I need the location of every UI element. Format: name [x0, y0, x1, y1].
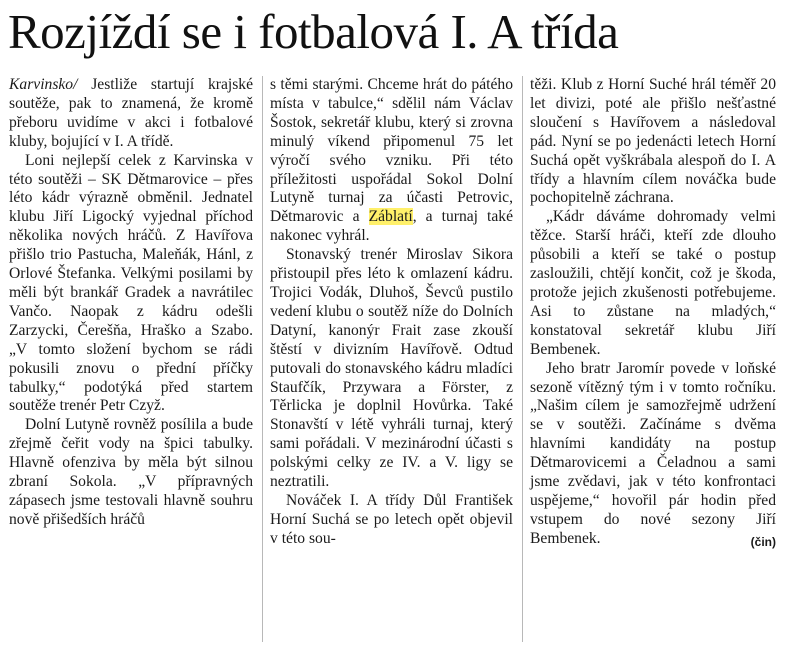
highlighted-text: Záblatí — [368, 208, 413, 226]
article-column-1 — [9, 76, 253, 530]
paragraph — [9, 76, 253, 152]
dateline: Karvinsko/ — [9, 76, 78, 93]
article-column-3 — [530, 76, 776, 552]
paragraph: Loni nejlepší celek z Karvinska v této soutěži – SK Dětmarovice – přes léto kádr výrazně obměnil. Jednatel klubu Jiří Ligocký vyjednal příchod několika nových hráčů. Z Havířova přišlo trio Pastucha, Maleňák, Hánl, z Orlové Štefanka. Velkými posilami by měli být brankář Gradek a navrátilec Vančo. Naopak z kádru odešli Zarzycki, Čerešňa, Hraško a Szabo. „V tomto složení bychom se rádi pokusili znovu o přední příčky tabulky,“ podotýká před startem soutěže trenér Petr Czyž. — [9, 151, 253, 415]
paragraph-text: Jestliže startují krajské soutěže, pak to znamená, že kromě přeboru uvidíme v akci i fotbalové kluby, bojující v I. A třídě. — [9, 76, 253, 150]
paragraph: „Kádr dáváme dohromady velmi těžce. Starší hráči, kteří zde dlouho působili a kteří se také o postup zasloužili, chtějí končit, což je škoda, protože jejich zkušenosti potřebujeme. Asi to zůstane na mladých,“ konstatoval sekretář klubu Jiří Bembenek. — [530, 208, 776, 358]
author-signature: (čin) — [750, 534, 776, 549]
paragraph-text: Jeho bratr Jaromír povede v loňské sezoně vítězný tým i v tomto ročníku. „Našim cílem je samozřejmě udržení se v soutěži. Začínáme s dvěma hlavními kandidáty na postup Dětmarovicemi a Čeladnou a sami jsme zvědavi, jak v této konfrontaci uspějeme,“ hovořil pár hodin před vstupem do nové sezony Jiří Bembenek. — [530, 359, 776, 547]
paragraph: Dolní Lutyně rovněž posílila a bude zřejmě čeřit vody na špici tabulky. Hlavně ofenziva by měla být silnou zbraní Sokola. „V přípravných zápasech jsme testovali hlavně souhru nově přišedších hráčů — [9, 416, 253, 528]
column-divider — [522, 76, 523, 642]
paragraph: těži. Klub z Horní Suché hrál téměř 20 let divizi, poté ale přišlo nešťastné sloučení s Havířovem a následoval pád. Nyní se po jedenácti letech Horní Suchá opět vyškrábala alespoň do I. A třídy a hlavním cílem nováčka bude pochopitelně záchrana. — [530, 76, 776, 207]
article-column-2 — [270, 76, 513, 549]
article-headline: Rozjíždí se i fotbalová I. A třída — [8, 4, 619, 59]
paragraph: Stonavský trenér Miroslav Sikora přistoupil přes léto k omlazení kádru. Trojici Vodák, Dluhoš, Ševců pustilo vedení klubu o soutěž níže do Dolních Datyní, kanonýr Frait zase zkouší štěstí v divizním Havířově. Odtud putovali do stonavského kádru mladíci Staufčík, Przywara a Förster, z Těrlicka je doplnil Hovůrka. Také Stonavští v létě vyhráli turnaj, který sami pořádali. V mezinárodní účasti s polskými celky ze IV. a V. ligy se neztratili. — [270, 246, 513, 491]
paragraph — [270, 76, 513, 246]
column-divider — [262, 76, 263, 642]
paragraph-text: , a turnaj také nakonec vyhrál. — [270, 208, 513, 245]
paragraph-text: s těmi starými. Chceme hrát do pátého místa v tabulce,“ sdělil nám Václav Šostok, sekretář klubu, který si zrovna minulý víkend připomenul 75 let výročí svého vzniku. Při této příležitosti uspořádal Sokol Dolní Lutyně turnaj za účasti Petrovic, Dětmarovic a — [270, 76, 513, 226]
paragraph: Nováček I. A třídy Důl František Horní Suchá se po letech opět objevil v této sou- — [270, 491, 513, 547]
paragraph — [530, 360, 776, 549]
